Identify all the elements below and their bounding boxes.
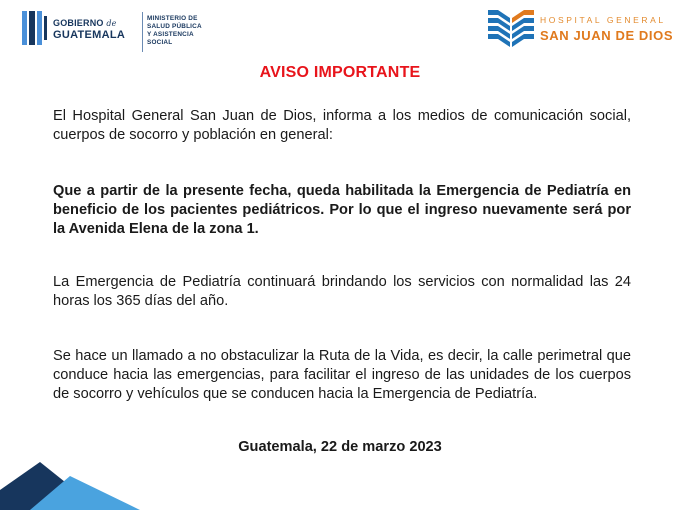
logo-divider xyxy=(142,12,143,52)
ministry-name xyxy=(147,15,202,47)
notice-paragraph-announcement: Que a partir de la presente fecha, queda habilitada la Emergencia de Pediatría en beneficio de los pacientes pediátricos. Por lo que el ingreso nuevamente será por la Avenida Elena de la zona 1. xyxy=(53,183,631,237)
gov-line1-de: de xyxy=(106,19,117,28)
gov-line2: GUATEMALA xyxy=(53,29,126,41)
gov-line1: GOBIERNO xyxy=(53,18,104,28)
notice-paragraph-intro: El Hospital General San Juan de Dios, informa a los medios de comunicación social, cuerpos de socorro y población en general: xyxy=(53,108,631,143)
government-wordmark xyxy=(53,18,125,40)
notice-title: AVISO IMPORTANTE xyxy=(259,64,421,81)
ministry-line: SOCIAL xyxy=(147,39,173,46)
notice-paragraph-request: Se hace un llamado a no obstaculizar la Ruta de la Vida, es decir, la calle perimetral que conduce hacia las emergencias, para facilitar el ingreso de las unidades de los cuerpos de socorro y vehículos que se conducen hacia la Emergencia de Pediatría. xyxy=(53,348,631,402)
hospital-logo xyxy=(486,6,672,48)
government-logo xyxy=(20,8,208,50)
notice-paragraph-hours: La Emergencia de Pediatría continuará brindando los servicios con normalidad las 24 horas los 365 días del año. xyxy=(53,274,631,309)
hospital-line2: SAN JUAN DE DIOS xyxy=(540,28,674,43)
corner-decoration xyxy=(0,462,150,510)
hospital-stripes-emblem-icon xyxy=(486,6,536,48)
guatemala-government-emblem-icon xyxy=(20,8,50,48)
ministry-line: SALUD PÚBLICA xyxy=(147,23,202,30)
ministry-line: Y ASISTENCIA xyxy=(147,31,194,38)
hospital-line1: HOSPITAL GENERAL xyxy=(540,15,666,25)
notice-date: Guatemala, 22 de marzo 2023 xyxy=(238,439,442,455)
ministry-line: MINISTERIO DE xyxy=(147,15,198,22)
